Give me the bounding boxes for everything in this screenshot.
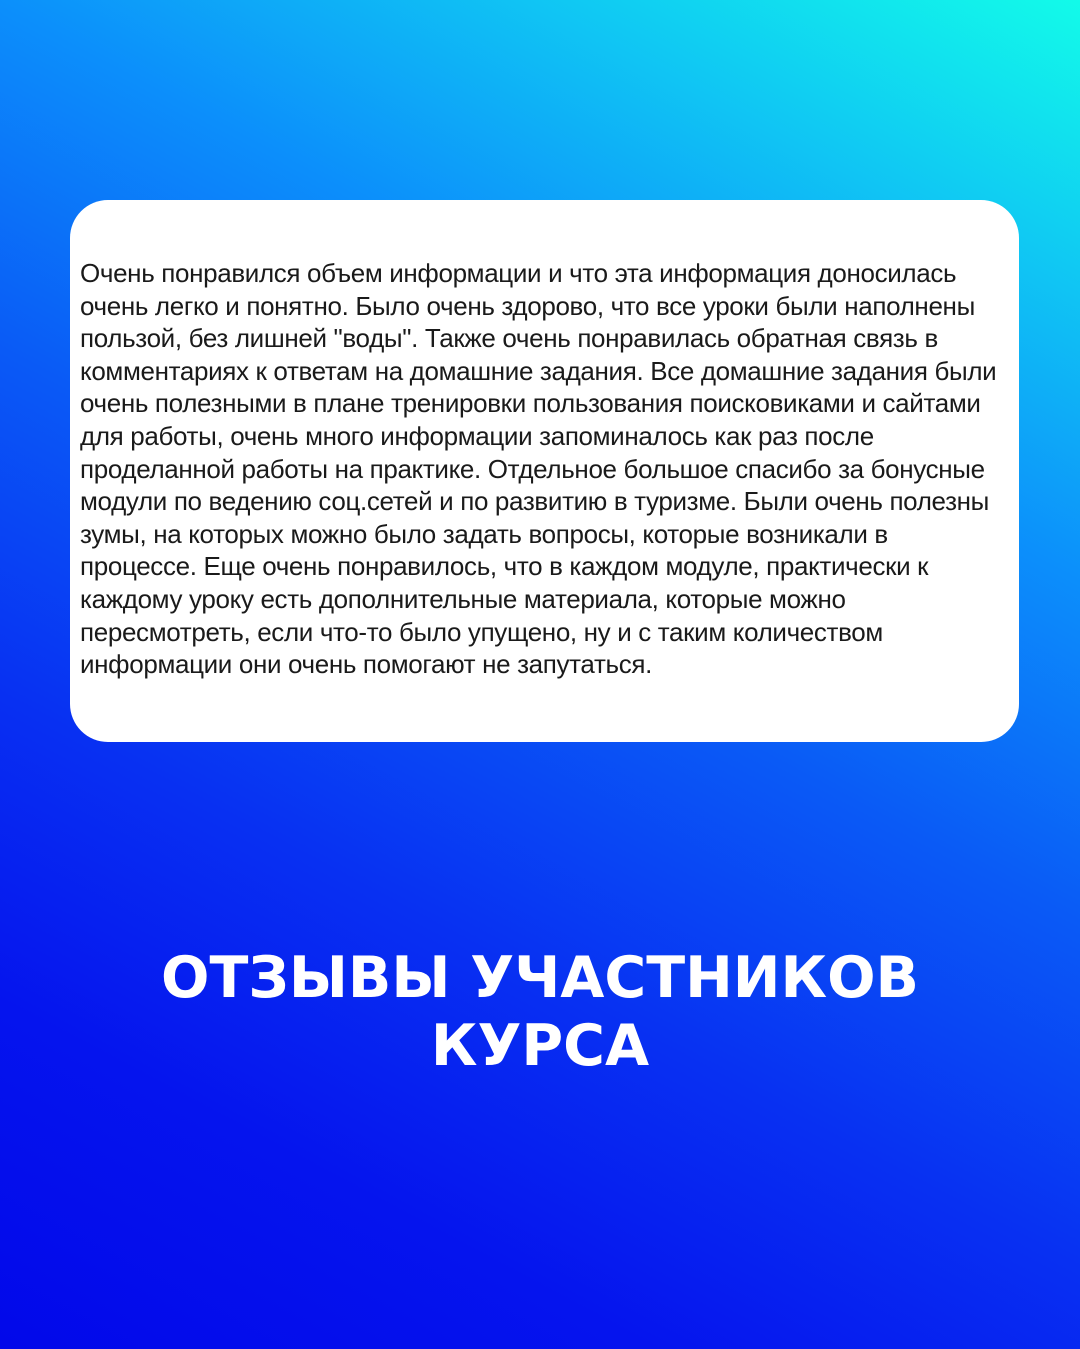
page-title bbox=[0, 944, 1080, 1080]
review-text: Очень понравился объем информации и что эта информация доносилась очень легко и понятно. Было очень здорово, что все уроки были наполнены пользой, без лишней "воды". Также очень понравилась обратная связь в комментариях к ответам на домашние задания. Все домашние задания были очень полезными в плане тренировки пользования поисковиками и сайтами для работы, очень много информации запоминалось как раз после проделанной работы на практике. Отдельное большое спасибо за бонусные модули по ведению соц.сетей и по развитию в туризме. Были очень полезны зумы, на которых можно было задать вопросы, которые возникали в процессе. Еще очень понравилось, что в каждом модуле, практически к каждому уроку есть дополнительные материала, которые можно пересмотреть, если что-то было упущено, ну и с таким количеством информации они очень помогают не запутаться. bbox=[80, 258, 997, 680]
review-card bbox=[70, 200, 1019, 742]
title-line-1: ОТЗЫВЫ УЧАСТНИКОВ bbox=[161, 945, 919, 1011]
title-line-2: КУРСА bbox=[430, 1013, 650, 1079]
